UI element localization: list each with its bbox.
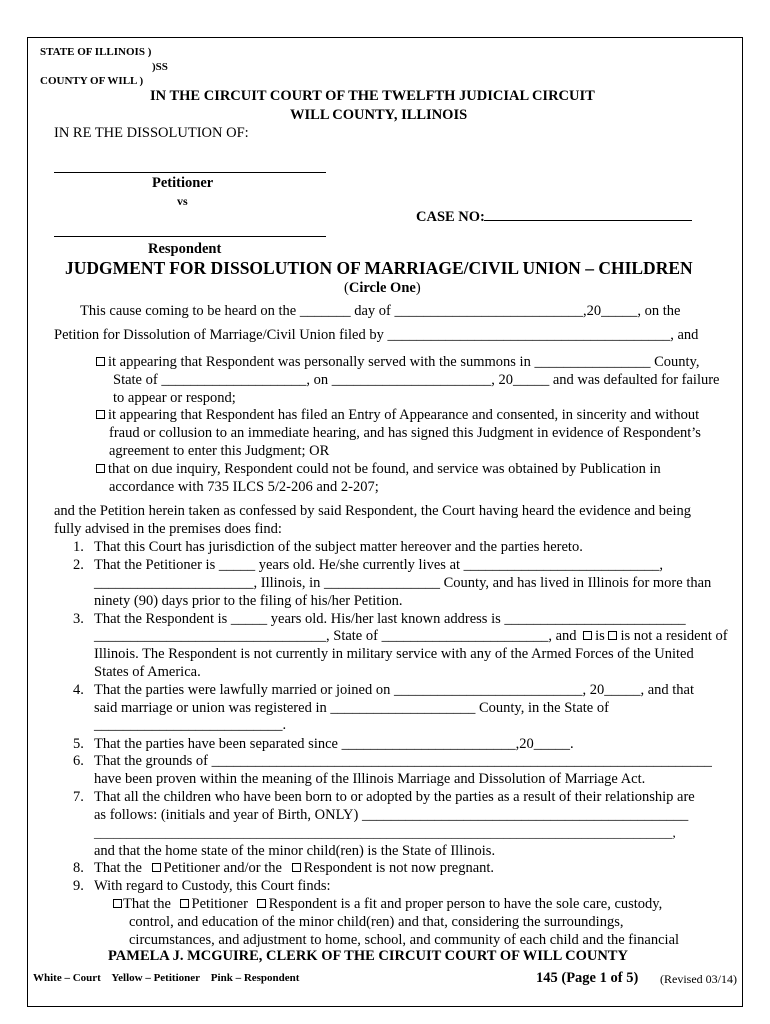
custody-respondent-label: Respondent is a fit and proper person to have the sole care, custody,	[268, 896, 663, 912]
finding-8-text	[94, 859, 494, 877]
is-not-resident-label: is not a resident of	[620, 628, 728, 644]
finding-9-num: 9.	[73, 878, 84, 894]
finding-3-line-1: That the Respondent is _____ years old. His/her last known address is _________________________	[94, 611, 686, 627]
finding-2-line-1: That the Petitioner is _____ years old. He/she currently lives at ___________________________,	[94, 557, 664, 573]
caption-county: COUNTY OF WILL )	[40, 75, 144, 87]
circle-one	[344, 279, 421, 297]
custody-line-3: circumstances, and adjustment to home, school, and community of each child and the financial	[129, 932, 680, 948]
finding-4-line-3: __________________________.	[94, 717, 287, 733]
court-name: IN THE CIRCUIT COURT OF THE TWELFTH JUDICIAL CIRCUIT	[150, 88, 595, 104]
caption-state: STATE OF ILLINOIS )	[40, 46, 152, 58]
confessed-line-2: fully advised in the premises does find:	[54, 521, 282, 537]
finding-5-num: 5.	[73, 736, 84, 752]
finding-8-petitioner-checkbox[interactable]	[152, 863, 161, 872]
respondent-name-line[interactable]	[54, 236, 326, 237]
circle-one-text: Circle One	[348, 280, 416, 296]
finding-7-line-3: _________________________________________________________________________________________,	[94, 825, 676, 840]
custody-that-the: That the	[123, 896, 171, 912]
option-2-line-2: fraud or collusion to an immediate hearing, and has signed this Judgment in evidence of Respondent’s	[109, 425, 701, 441]
option-entry-of-appearance	[96, 406, 699, 424]
custody-petitioner-checkbox[interactable]	[180, 899, 189, 908]
court-county: WILL COUNTY, ILLINOIS	[290, 107, 468, 123]
finding-4-line-2: said marriage or union was registered in ____________________ County, in the State of	[94, 700, 609, 716]
finding-6-line-2: have been proven within the meaning of the Illinois Marriage and Dissolution of Marriage Act.	[94, 771, 646, 787]
finding-8-petitioner-label: Petitioner and/or the	[163, 860, 282, 876]
caption-ss: )SS	[152, 61, 168, 73]
option-1-checkbox[interactable]	[96, 357, 105, 366]
finding-2-line-3: ninety (90) days prior to the filing of his/her Petition.	[94, 593, 403, 609]
circle-one-open: (	[344, 280, 349, 296]
option-2-line-1: it appearing that Respondent has filed an Entry of Appearance and consented, in sincerity and without	[108, 407, 700, 423]
custody-respondent-checkbox[interactable]	[257, 899, 266, 908]
finding-3-line-2-text: ________________________________, State of _______________________, and	[94, 628, 577, 644]
finding-3-line-2	[94, 627, 728, 645]
finding-8-num: 8.	[73, 860, 84, 876]
document-title: JUDGMENT FOR DISSOLUTION OF MARRIAGE/CIVIL UNION – CHILDREN	[65, 258, 693, 278]
option-2-checkbox[interactable]	[96, 410, 105, 419]
finding-6-line-1: That the grounds of _____________________________________________________________________	[94, 753, 712, 769]
option-personal-service	[96, 353, 699, 371]
finding-5-text: That the parties have been separated since ________________________,20_____.	[94, 736, 574, 752]
finding-7-line-1: That all the children who have been born to or adopted by the parties as a result of their relationship are	[94, 789, 695, 805]
petitioner-label: Petitioner	[152, 175, 214, 191]
circle-one-close: )	[415, 280, 421, 296]
finding-4-line-1: That the parties were lawfully married or joined on __________________________, 20_____, and that	[94, 682, 695, 698]
finding-2-num: 2.	[73, 557, 84, 573]
option-1-line-3: to appear or respond;	[113, 390, 236, 406]
option-1-line-2: State of ____________________, on ______________________, 20_____ and was defaulted for failure	[113, 372, 720, 388]
finding-3-num: 3.	[73, 611, 84, 627]
finding-3-line-4: States of America.	[94, 664, 201, 680]
is-resident-checkbox[interactable]	[583, 631, 592, 640]
copy-distribution: White – Court Yellow – Petitioner Pink – Respondent	[33, 972, 300, 984]
finding-9-text: With regard to Custody, this Court finds:	[94, 878, 331, 894]
option-1-line-1: it appearing that Respondent was personally served with the summons in ________________ County,	[108, 354, 700, 370]
custody-line-2: control, and education of the minor child(ren) and that, considering the surroundings,	[129, 914, 624, 930]
clerk-name: PAMELA J. MCGUIRE, CLERK OF THE CIRCUIT COURT OF WILL COUNTY	[108, 948, 628, 964]
option-2-line-3: agreement to enter this Judgment; OR	[109, 443, 330, 459]
finding-7-line-4: and that the home state of the minor child(ren) is the State of Illinois.	[94, 843, 496, 859]
finding-4-num: 4.	[73, 682, 84, 698]
finding-6-num: 6.	[73, 753, 84, 769]
finding-7-line-2: as follows: (initials and year of Birth, ONLY) _____________________________________________	[94, 807, 689, 823]
finding-8-respondent-checkbox[interactable]	[292, 863, 301, 872]
custody-petitioner-label: Petitioner	[191, 896, 248, 912]
option-3-line-1: that on due inquiry, Respondent could not be found, and service was obtained by Publication in	[108, 461, 661, 477]
option-publication	[96, 460, 661, 478]
vs-label: vs	[177, 194, 188, 208]
finding-8-that-the: That the	[94, 860, 142, 876]
form-page-number: 145 (Page 1 of 5)	[536, 970, 639, 986]
case-no-line[interactable]	[484, 220, 692, 221]
custody-sole-checkbox[interactable]	[113, 899, 122, 908]
confessed-line-1: and the Petition herein taken as confessed by said Respondent, the Court having heard the evidence and being	[54, 503, 692, 519]
finding-2-line-2: ______________________, Illinois, in ________________ County, and has lived in Illinois for more than	[94, 575, 712, 591]
respondent-label: Respondent	[148, 241, 222, 257]
option-3-line-2: accordance with 735 ILCS 5/2-206 and 2-207;	[109, 479, 379, 495]
finding-7-num: 7.	[73, 789, 84, 805]
is-not-resident-checkbox[interactable]	[608, 631, 617, 640]
revision-date: (Revised 03/14)	[660, 972, 737, 986]
finding-1-num: 1.	[73, 539, 84, 555]
option-3-checkbox[interactable]	[96, 464, 105, 473]
petitioner-name-line[interactable]	[54, 172, 326, 173]
finding-8-respondent-label: Respondent is not now pregnant.	[303, 860, 495, 876]
finding-3-line-3: Illinois. The Respondent is not currently in military service with any of the Armed Forces of the United	[94, 646, 694, 662]
intro-line-2: Petition for Dissolution of Marriage/Civil Union filed by _______________________________________, and	[54, 327, 699, 343]
in-re-label: IN RE THE DISSOLUTION OF:	[54, 125, 249, 141]
is-resident-label: is	[595, 628, 605, 644]
finding-1-text: That this Court has jurisdiction of the subject matter hereover and the parties hereto.	[94, 539, 583, 555]
intro-line-1: This cause coming to be heard on the _______ day of __________________________,20_____, on the	[80, 303, 681, 319]
case-no-label: CASE NO:	[416, 209, 485, 225]
custody-line-1	[113, 895, 662, 913]
